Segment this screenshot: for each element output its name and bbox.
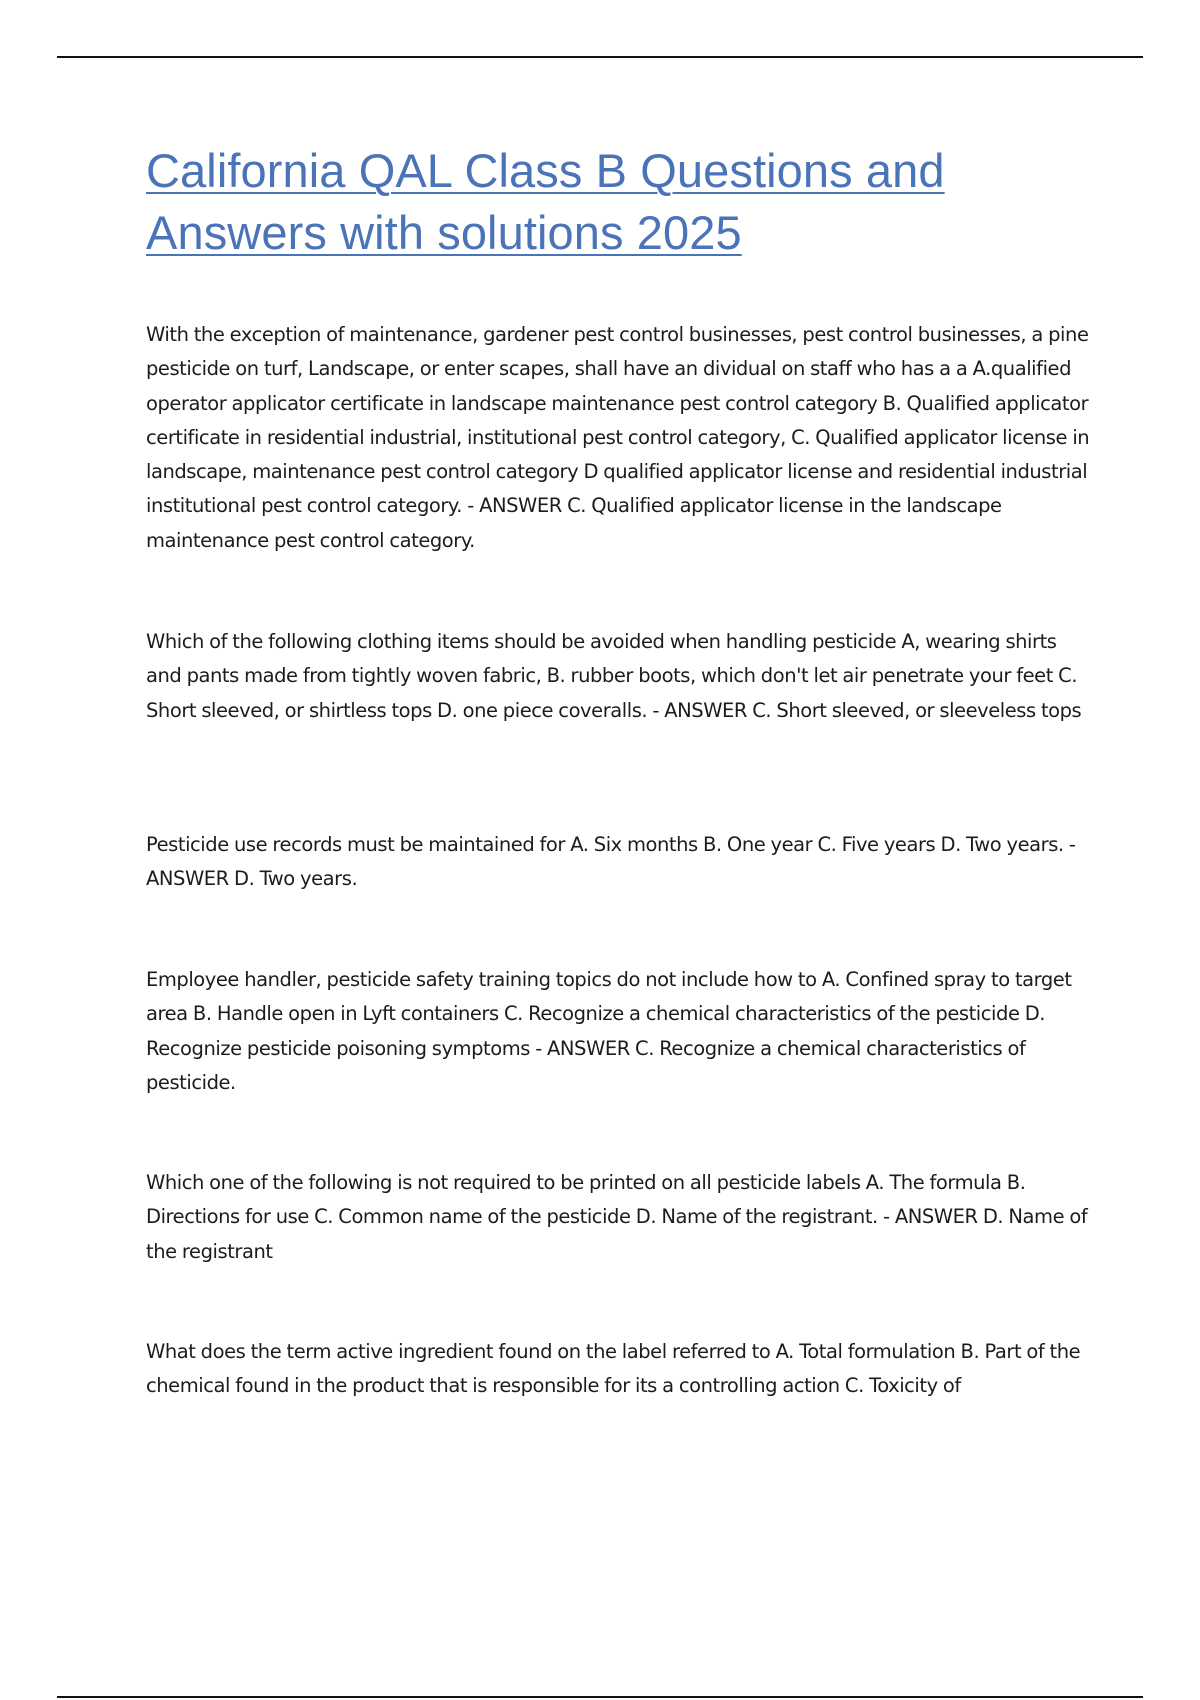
question-answer-5: Which one of the following is not required to be printed on all pesticide labels A. The formula B. Directions for use C. Common name of the pesticide D. Name of the registrant. - ANSWER D. Name of the registrant [146,1171,1088,1263]
question-answer-2: Which of the following clothing items should be avoided when handling pesticide A, wearing shirts and pants made from tightly woven fabric, B. rubber boots, which don't let air penetrate your feet C. Short sleeved, or shirtless tops D. one piece coveralls. - ANSWER C. Short sleeved, or sleeveless tops [146,630,1082,722]
top-rule [57,56,1143,58]
question-answer-3: Pesticide use records must be maintained for A. Six months B. One year C. Five years D. Two years. - ANSWER D. Two years. [146,833,1076,891]
document-page [146,140,1096,1398]
document-title-link[interactable]: California QAL Class B Questions and Answers with solutions 2025 [146,144,945,259]
question-answer-6: What does the term active ingredient found on the label referred to A. Total formulation B. Part of the chemical found in the product that is responsible for its a controlling action C. Toxicity of [146,1340,1081,1398]
question-answer-4: Employee handler, pesticide safety training topics do not include how to A. Confined spray to target area B. Handle open in Lyft containers C. Recognize a chemical characteristics of the pesticide D. Recognize pesticide poisoning symptoms - ANSWER C. Recognize a chemical characteristics of pesticide. [146,968,1072,1094]
question-answer-1: With the exception of maintenance, gardener pest control businesses, pest control businesses, a pine pesticide on turf, Landscape, or enter scapes, shall have an dividual on staff who has a a A.qualified operator applicator certificate in landscape maintenance pest control category B. Qualified applicator certificate in residential industrial, institutional pest control category, C. Qualified applicator license in landscape, maintenance pest control category D qualified applicator license and residential industrial institutional pest control category. - ANSWER C. Qualified applicator license in the landscape maintenance pest control category. [146,323,1090,552]
bottom-rule [57,1696,1143,1698]
